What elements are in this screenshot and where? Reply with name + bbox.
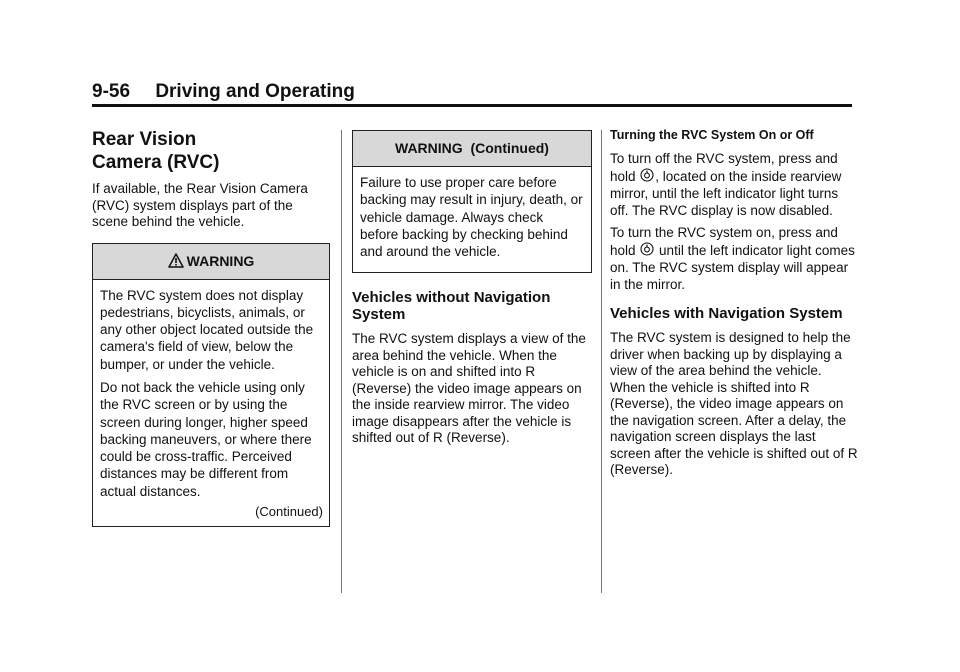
procedure-heading: Turning the RVC System On or Off — [610, 128, 814, 142]
warning-header: WARNING (Continued) — [353, 131, 591, 167]
camera-button-icon — [640, 242, 654, 261]
column-1 — [92, 128, 330, 527]
warning-body — [93, 280, 329, 527]
column-divider — [341, 130, 342, 593]
warning-triangle-icon — [168, 246, 184, 281]
section-heading — [92, 128, 330, 174]
warning-box — [92, 243, 330, 528]
warning-body — [353, 167, 591, 272]
body-paragraph: The RVC system is designed to help the driver when backing up by displaying a view of the area behind the vehicle. When the vehicle is shifted into R (Reverse), the video image appears on the navigation screen. After a delay, the navigation screen displays the last screen after the vehicle is shifted out of R (Reverse). — [610, 330, 858, 477]
intro-paragraph: If available, the Rear Vision Camera (RVC) system displays part of the scene behind the vehicle. — [92, 181, 308, 229]
text-run: To turn the RVC system on, press and hold — [610, 225, 838, 258]
text-run: To turn off the RVC system, press and hold — [610, 151, 838, 184]
heading-line-2: Camera (RVC) — [92, 152, 220, 173]
section-title: Driving and Operating — [155, 81, 355, 102]
warning-label: WARNING — [186, 252, 255, 269]
continued-note: (Continued) — [255, 504, 323, 520]
column-3 — [610, 128, 858, 485]
camera-button-icon — [640, 168, 654, 187]
warning-box-continued — [352, 130, 592, 273]
column-2 — [352, 128, 592, 453]
page-header — [92, 80, 852, 104]
text-run: until the left indicator light comes on. The RVC system display will appear in the mirror. — [610, 242, 855, 292]
header-rule — [92, 104, 852, 107]
warning-header — [93, 244, 329, 280]
page-number: 9-56 — [92, 81, 131, 102]
warning-paragraph: Failure to use proper care before backing may result in injury, death, or vehicle damage. Always check before backing by checking behind and around the vehicle. — [360, 175, 583, 260]
body-paragraph — [610, 151, 858, 219]
warning-paragraph: Do not back the vehicle using only the RVC screen or by using the screen during longer, higher speed backing maneuvers, or where there could be cross-traffic. Perceived distances may be different from actual distances. — [100, 379, 312, 499]
subsection-heading: Vehicles with Navigation System — [610, 305, 843, 322]
column-divider — [601, 130, 602, 593]
heading-line-1: Rear Vision — [92, 129, 197, 150]
warning-paragraph: The RVC system does not display pedestrians, bicyclists, animals, or any other object located outside the camera's field of view, below the bumper, or under the vehicle. — [100, 287, 314, 372]
body-paragraph: The RVC system displays a view of the area behind the vehicle. When the vehicle is on and shifted into R (Reverse) the video image appears on the inside rearview mirror. The video image disappears after the vehicle is shifted out of R (Reverse). — [352, 331, 586, 446]
text-run: , located on the inside rearview mirror, until the left indicator light turns off. The RVC display is now disabled. — [610, 168, 842, 218]
subsection-heading: Vehicles without Navigation System — [352, 289, 551, 324]
body-paragraph — [610, 225, 858, 293]
